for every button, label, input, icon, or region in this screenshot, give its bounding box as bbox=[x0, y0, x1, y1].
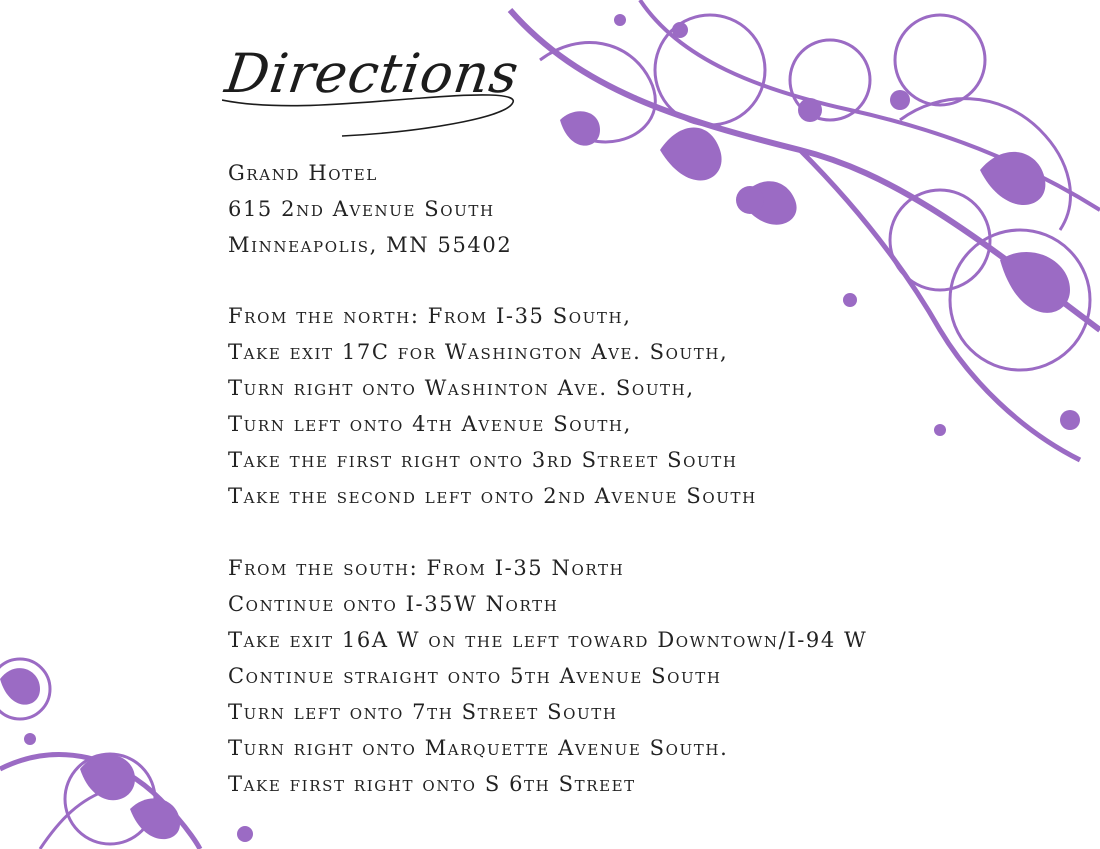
direction-step: From the north: From I-35 South, bbox=[228, 304, 632, 328]
direction-step: Continue onto I-35W North bbox=[228, 592, 559, 616]
hotel-address bbox=[228, 155, 512, 263]
direction-step: Take exit 16A W on the left toward Downtown/I-94 W bbox=[228, 628, 868, 652]
direction-step: Continue straight onto 5th Avenue South bbox=[228, 664, 722, 688]
direction-step: Turn right onto Washinton Ave. South, bbox=[228, 376, 695, 400]
title-swash-decoration bbox=[222, 92, 522, 140]
direction-step: From the south: From I-35 North bbox=[228, 556, 625, 580]
direction-step: Take first right onto S 6th Street bbox=[228, 772, 636, 796]
direction-step: Take the first right onto 3rd Street South bbox=[228, 448, 738, 472]
page-title: Directions bbox=[221, 42, 523, 105]
directions-from-north bbox=[228, 298, 757, 514]
direction-step: Take exit 17C for Washington Ave. South, bbox=[228, 340, 729, 364]
address-line: Minneapolis, MN 55402 bbox=[228, 233, 513, 257]
direction-step: Turn left onto 4th Avenue South, bbox=[228, 412, 632, 436]
address-line: Grand Hotel bbox=[228, 161, 378, 185]
directions-from-south bbox=[228, 550, 867, 802]
direction-step: Take the second left onto 2nd Avenue South bbox=[228, 484, 757, 508]
direction-step: Turn left onto 7th Street South bbox=[228, 700, 618, 724]
address-line: 615 2nd Avenue South bbox=[228, 197, 495, 221]
direction-step: Turn right onto Marquette Avenue South. bbox=[228, 736, 729, 760]
